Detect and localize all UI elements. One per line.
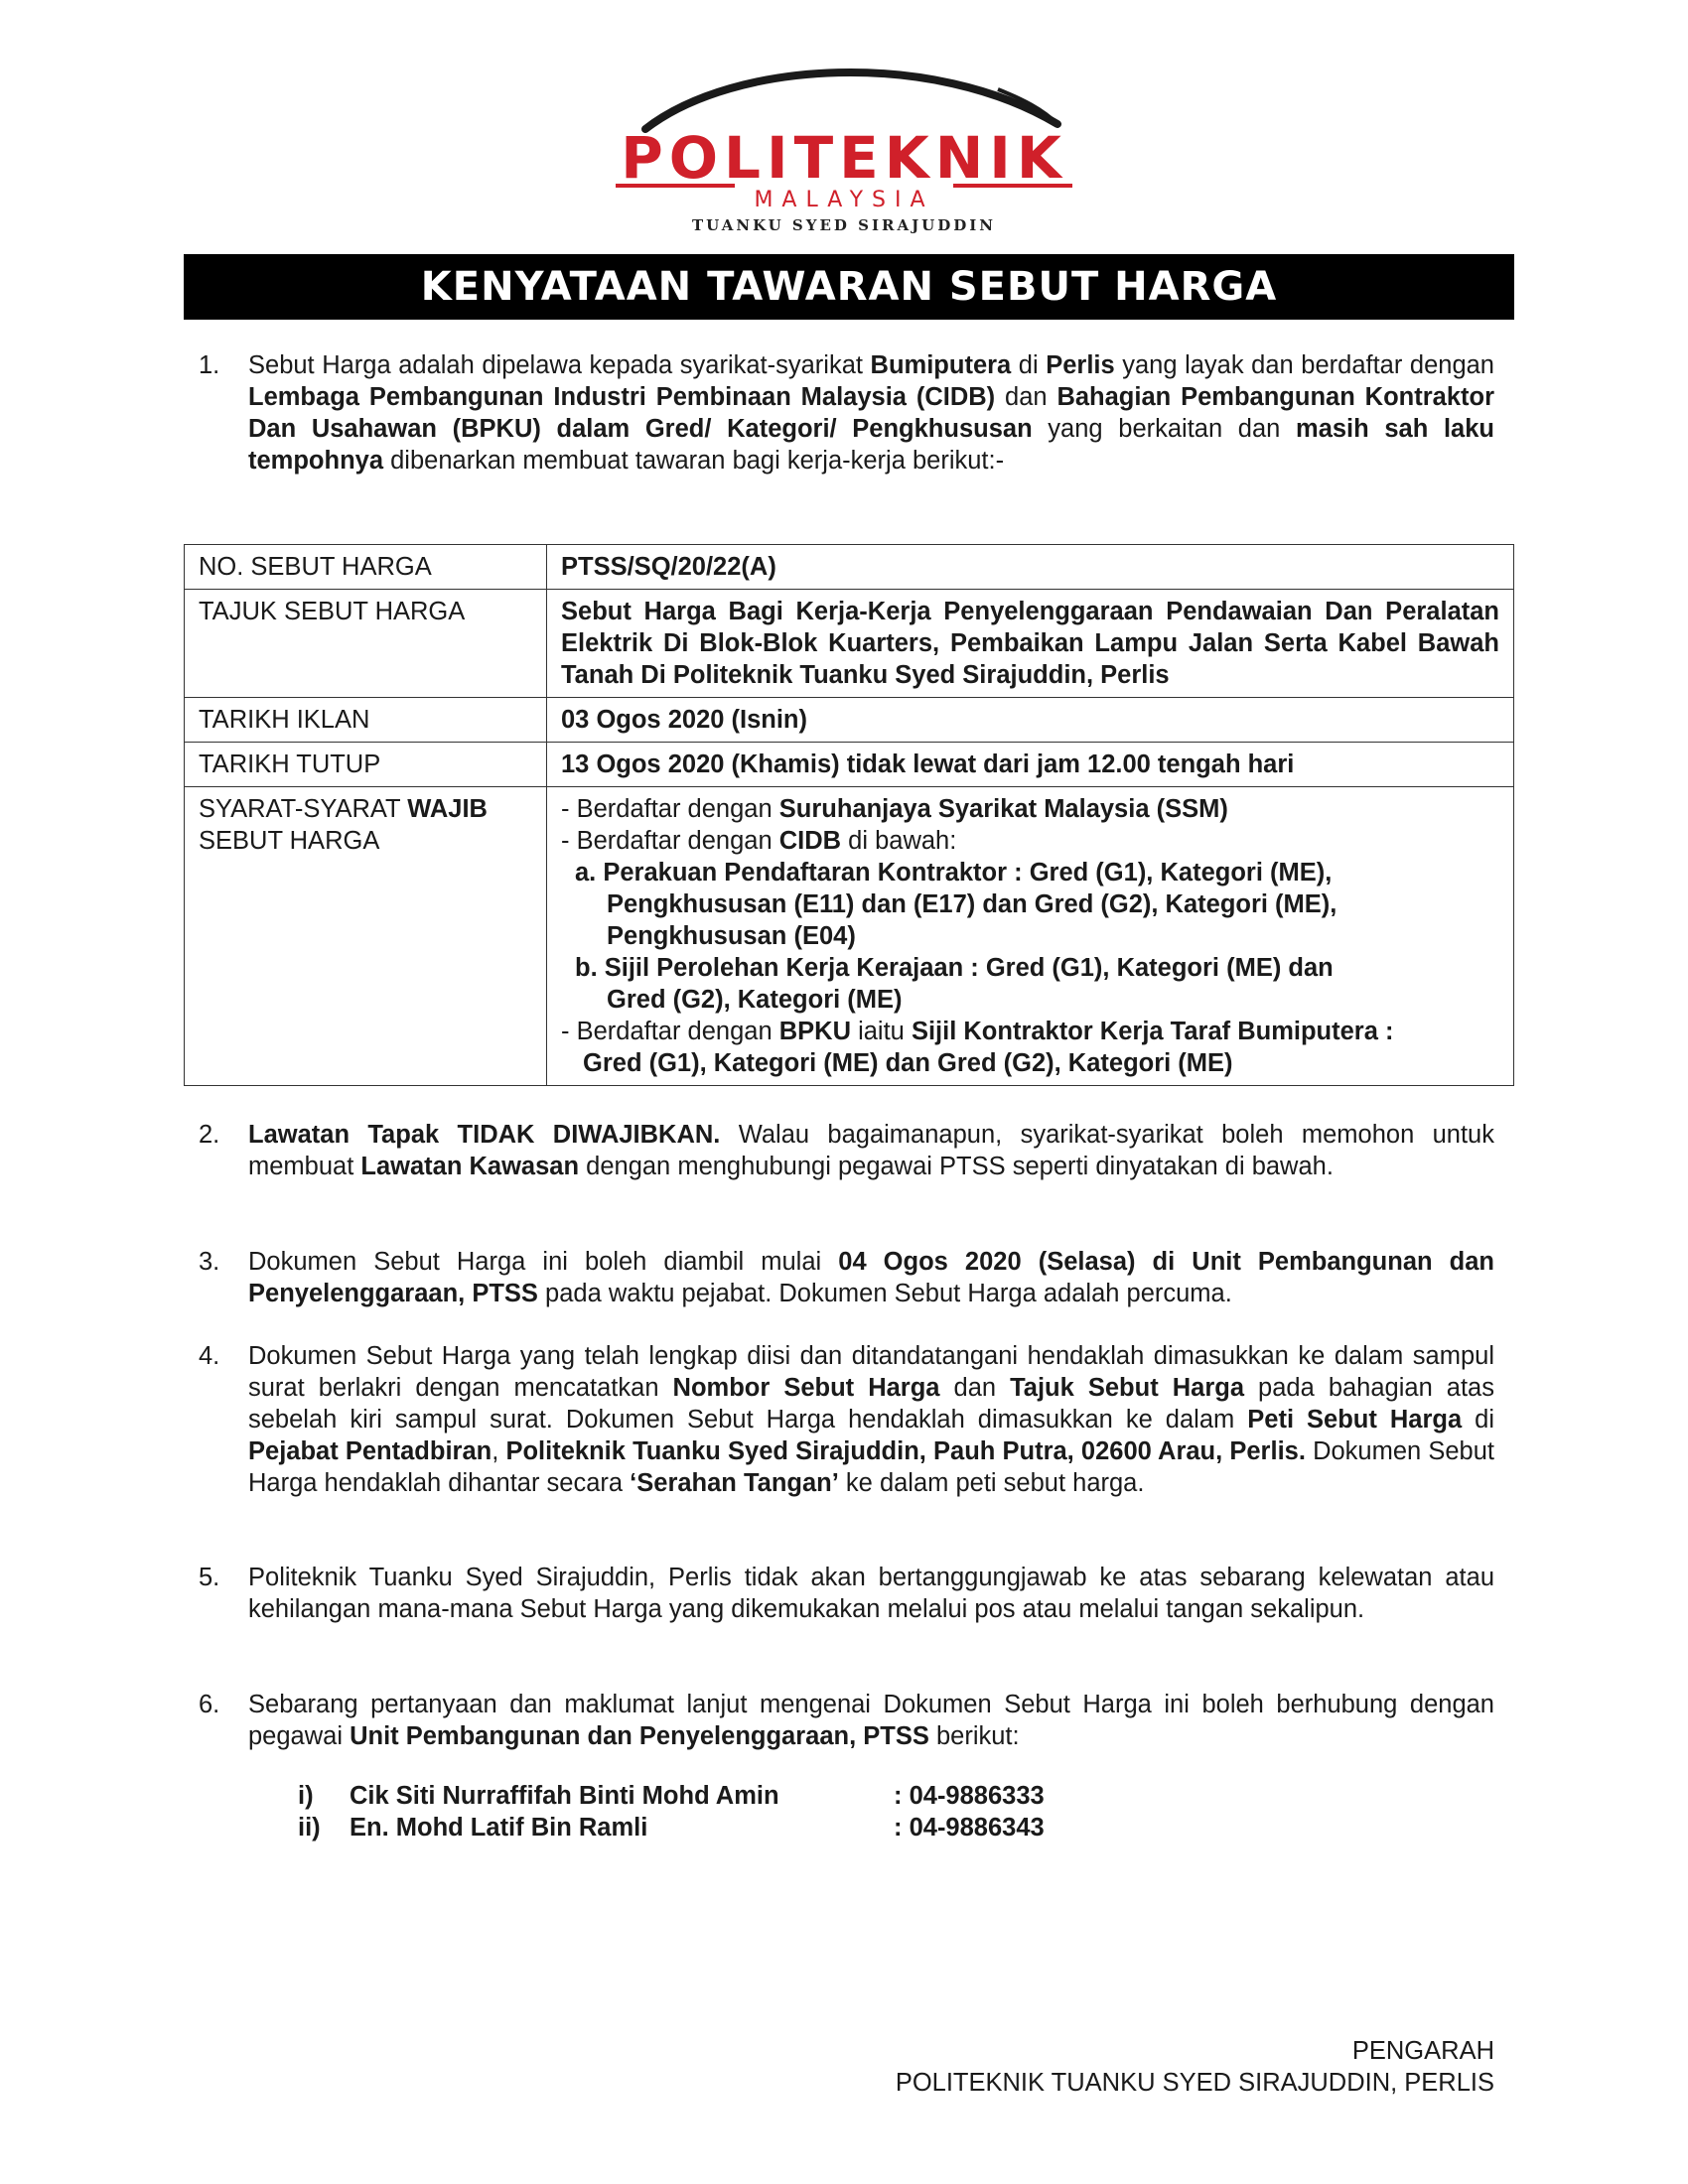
requirement-item: - Berdaftar dengan BPKU iaitu Sijil Kontraktor Kerja Taraf Bumiputera : [561, 1018, 1394, 1045]
contact-phone: : 04-9886333 [894, 1782, 1045, 1810]
table-label: TAJUK SEBUT HARGA [185, 590, 547, 698]
paragraph-number: 6. [199, 1691, 220, 1718]
table-value: Sebut Harga Bagi Kerja-Kerja Penyelenggaraan Pendawaian Dan Peralatan Elektrik Di Blok-Blok Kuarters, Pembaikan Lampu Jalan Serta Kabel Bawah Tanah Di Politeknik Tuanku Syed Sirajuddin, Perlis [547, 590, 1514, 698]
tender-info-table [184, 544, 1514, 1086]
requirement-item: - Berdaftar dengan CIDB di bawah: [561, 827, 957, 855]
paragraph-text: Dokumen Sebut Harga yang telah lengkap diisi dan ditandatangani hendaklah dimasukkan ke dalam sampul surat berlakri dengan mencatatkan Nombor Sebut Harga dan Tajuk Sebut Harga pada bahagian atas sebelah kiri sampul surat. Dokumen Sebut Harga hendaklah dimasukkan ke dalam Peti Sebut Harga di Pejabat Pentadbiran, Politeknik Tuanku Syed Sirajuddin, Pauh Putra, 02600 Arau, Perlis. Dokumen Sebut Harga hendaklah dihantar secara ‘Serahan Tangan’ ke dalam peti sebut harga. [248, 1342, 1495, 1497]
paragraph-text: Sebut Harga adalah dipelawa kepada syarikat-syarikat Bumiputera di Perlis yang layak dan berdaftar dengan Lembaga Pembangunan Industri Pembinaan Malaysia (CIDB) dan Bahagian Pembangunan Kontraktor Dan Usahawan (BPKU) dalam Gred/ Kategori/ Pengkhususan yang berkaitan dan masih sah laku tempohnya dibenarkan membuat tawaran bagi kerja-kerja berikut:- [248, 351, 1494, 475]
requirement-item: - Berdaftar dengan Suruhanjaya Syarikat Malaysia (SSM) [561, 795, 1228, 823]
table-value: 03 Ogos 2020 (Isnin) [547, 698, 1514, 743]
paragraph-text: Politeknik Tuanku Syed Sirajuddin, Perlis tidak akan bertanggungjawab ke atas sebarang kelewatan atau kehilangan mana-mana Sebut Harga yang dikemukakan melalui pos atau melalui tangan sekalipun. [248, 1564, 1494, 1623]
logo-name: POLITEKNIK [621, 124, 1067, 192]
politeknik-logo [606, 55, 1082, 233]
table-row [185, 545, 1514, 590]
contact-index: ii) [298, 1814, 321, 1842]
signature-block [896, 2035, 1494, 2099]
signature-title: PENGARAH [1351, 2037, 1494, 2065]
requirement-subitem: a. Perakuan Pendaftaran Kontraktor : Gred (G1), Kategori (ME), Pengkhususan (E11) dan (E17) dan Gred (G2), Kategori (ME), Pengkhususan (E04) [575, 859, 1337, 950]
contact-phone: : 04-9886343 [894, 1814, 1045, 1842]
table-row [185, 698, 1514, 743]
paragraph-4 [199, 1340, 1494, 1499]
paragraph-number: 3. [199, 1248, 220, 1276]
document-title: KENYATAAN TAWARAN SEBUT HARGA [184, 254, 1514, 320]
contact-row [298, 1812, 1092, 1843]
table-value: 13 Ogos 2020 (Khamis) tidak lewat dari jam 12.00 tengah hari [547, 743, 1514, 787]
signature-org: POLITEKNIK TUANKU SYED SIRAJUDDIN, PERLIS [895, 2069, 1494, 2097]
table-row [185, 743, 1514, 787]
table-value: PTSS/SQ/20/22(A) [547, 545, 1514, 590]
contact-name: Cik Siti Nurraffifah Binti Mohd Amin [350, 1782, 779, 1810]
logo-campus: TUANKU SYED SIRAJUDDIN [691, 216, 996, 234]
contact-name: En. Mohd Latif Bin Ramli [350, 1814, 648, 1842]
contact-index: i) [298, 1782, 314, 1810]
paragraph-3 [199, 1246, 1494, 1309]
paragraph-number: 5. [199, 1564, 220, 1591]
paragraph-5 [199, 1562, 1494, 1625]
logo-country: MALAYSIA [754, 188, 934, 212]
table-row [185, 787, 1514, 1086]
paragraph-1 [199, 349, 1494, 477]
paragraph-text: Sebarang pertanyaan dan maklumat lanjut mengenai Dokumen Sebut Harga ini boleh berhubung dengan pegawai Unit Pembangunan dan Penyelenggaraan, PTSS berikut: [248, 1691, 1494, 1750]
requirement-subitem: b. Sijil Perolehan Kerja Kerajaan : Gred (G1), Kategori (ME) dan Gred (G2), Kategori (ME) [575, 954, 1334, 1014]
contact-row [298, 1780, 1092, 1812]
requirements-list [547, 787, 1514, 1086]
paragraph-2 [199, 1119, 1494, 1182]
contact-list [298, 1780, 1092, 1843]
paragraph-6 [199, 1689, 1494, 1752]
paragraph-number: 2. [199, 1121, 220, 1149]
table-label: TARIKH IKLAN [185, 698, 547, 743]
paragraph-number: 1. [199, 351, 220, 379]
paragraph-text: Lawatan Tapak TIDAK DIWAJIBKAN. Walau bagaimanapun, syarikat-syarikat boleh memohon untuk membuat Lawatan Kawasan dengan menghubungi pegawai PTSS seperti dinyatakan di bawah. [248, 1121, 1494, 1180]
paragraph-number: 4. [199, 1342, 220, 1370]
table-label: SYARAT-SYARAT WAJIB SEBUT HARGA [185, 787, 547, 1086]
paragraph-text: Dokumen Sebut Harga ini boleh diambil mulai 04 Ogos 2020 (Selasa) di Unit Pembangunan dan Penyelenggaraan, PTSS pada waktu pejabat. Dokumen Sebut Harga adalah percuma. [248, 1248, 1494, 1307]
table-label: TARIKH TUTUP [185, 743, 547, 787]
requirement-continuation: Gred (G1), Kategori (ME) dan Gred (G2), Kategori (ME) [583, 1049, 1233, 1077]
table-row [185, 590, 1514, 698]
table-label: NO. SEBUT HARGA [185, 545, 547, 590]
